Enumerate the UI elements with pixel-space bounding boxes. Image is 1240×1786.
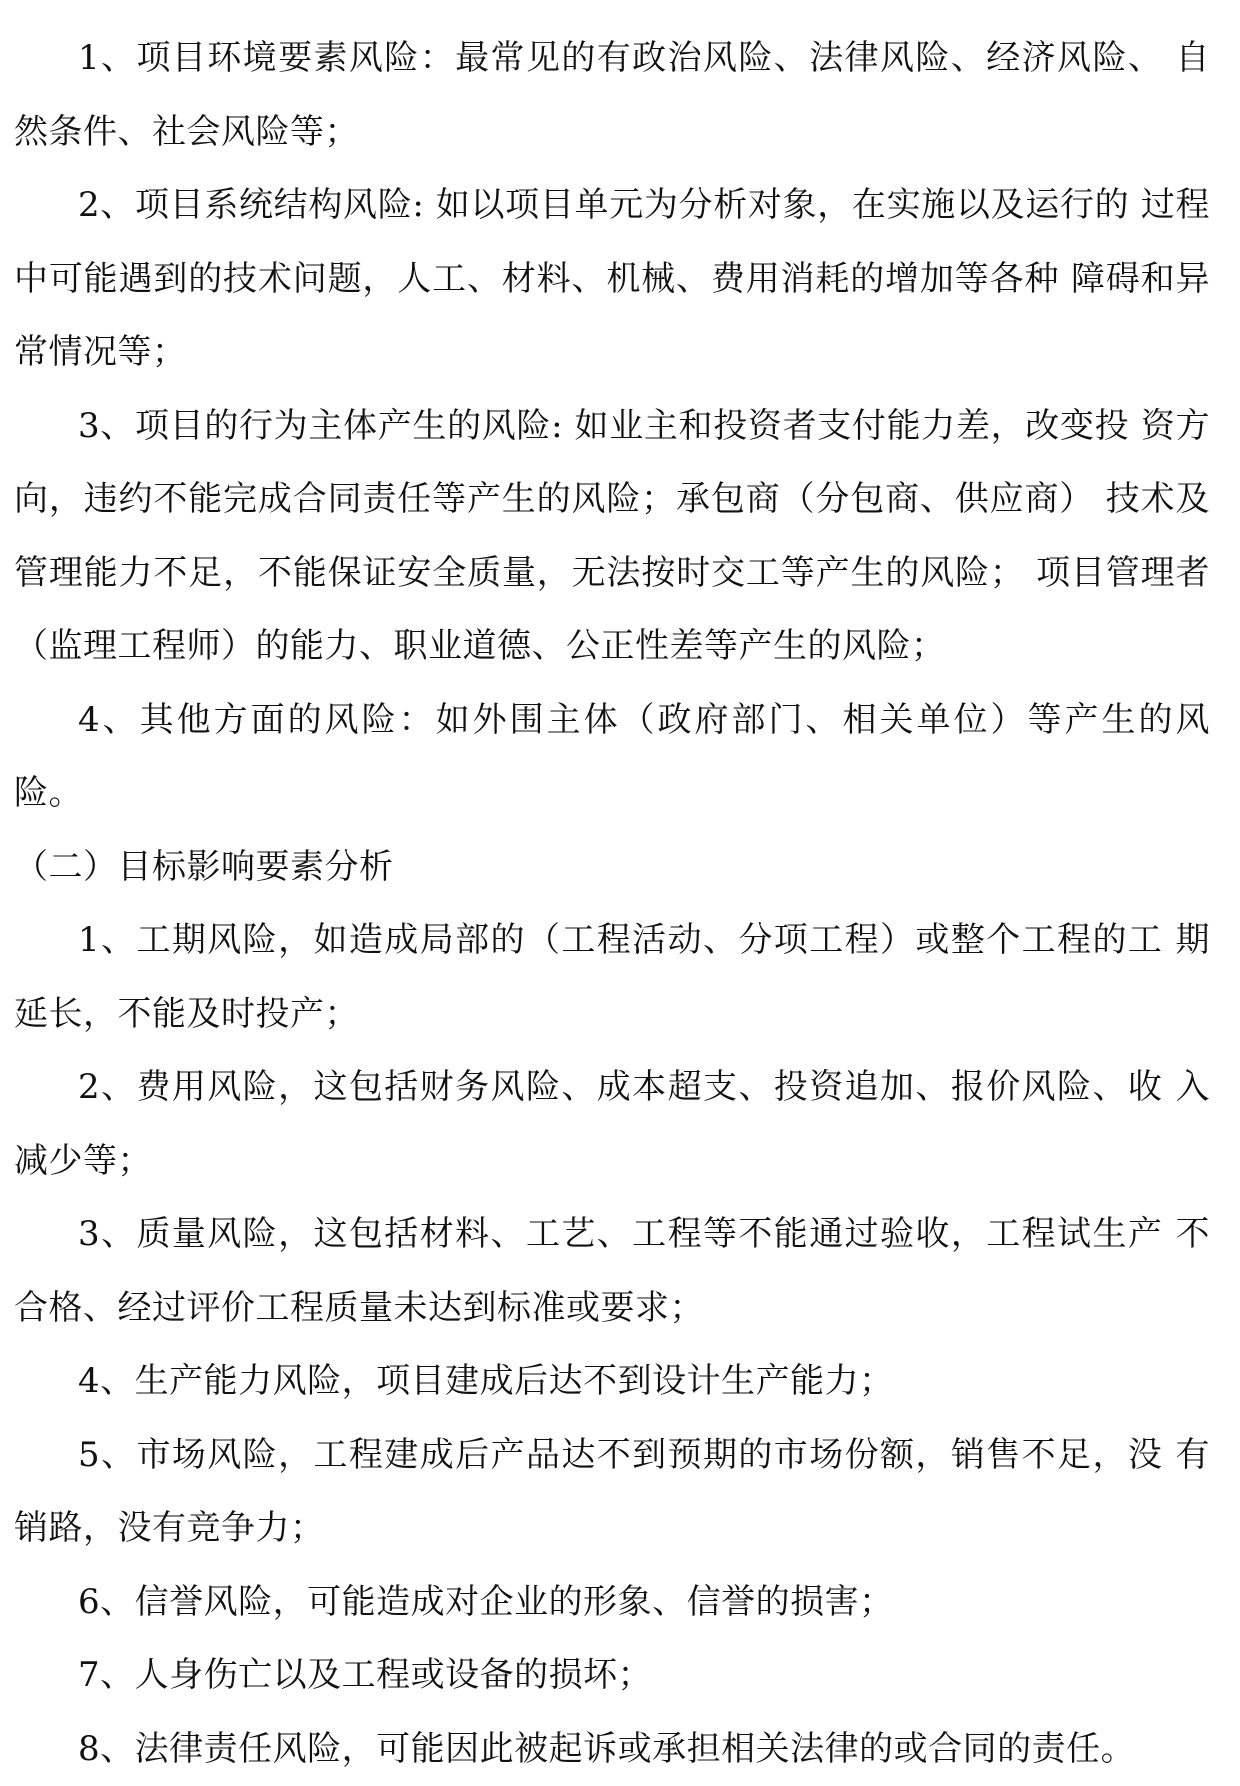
paragraph-market-risk: 5、市场风险，工程建成后产品达不到预期的市场份额，销售不足，没 有销路，没有竞争力； — [14, 1419, 1210, 1566]
paragraph-quality-risk: 3、质量风险，这包括材料、工艺、工程等不能通过验收，工程试生产 不合格、经过评价工程质量未达到标准或要求； — [14, 1198, 1210, 1345]
paragraph-injury-risk: 7、人身伤亡以及工程或设备的损坏； — [14, 1639, 1210, 1713]
paragraph-capacity-risk: 4、生产能力风险，项目建成后达不到设计生产能力； — [14, 1345, 1210, 1419]
paragraph-legal-risk: 8、法律责任风险，可能因此被起诉或承担相关法律的或合同的责任。 — [14, 1713, 1210, 1786]
paragraph-reputation-risk: 6、信誉风险，可能造成对企业的形象、信誉的损害； — [14, 1566, 1210, 1640]
document-page — [14, 22, 1210, 1786]
paragraph-env-risk: 1、项目环境要素风险：最常见的有政治风险、法律风险、经济风险、 自然条件、社会风险等； — [14, 22, 1210, 169]
paragraph-cost-risk: 2、费用风险，这包括财务风险、成本超支、投资追加、报价风险、收 入减少等； — [14, 1051, 1210, 1198]
paragraph-schedule-risk: 1、工期风险，如造成局部的（工程活动、分项工程）或整个工程的工 期延长，不能及时投产； — [14, 904, 1210, 1051]
paragraph-actor-risk: 3、项目的行为主体产生的风险: 如业主和投资者支付能力差，改变投 资方向，违约不能完成合同责任等产生的风险；承包商（分包商、供应商） 技术及管理能力不足，不能保证安全质量，无法按时交工等产生的风险； 项目管理者（监理工程师）的能力、职业道德、公正性差等产生的风险； — [14, 390, 1210, 684]
paragraph-other-risk: 4、其他方面的风险：如外围主体（政府部门、相关单位）等产生的风 险。 — [14, 684, 1210, 831]
section-heading-target-factors: （二）目标影响要素分析 — [14, 831, 1210, 905]
paragraph-structure-risk: 2、项目系统结构风险: 如以项目单元为分析对象，在实施以及运行的 过程中可能遇到的技术问题，人工、材料、机械、费用消耗的增加等各种 障碍和异常情况等； — [14, 169, 1210, 390]
